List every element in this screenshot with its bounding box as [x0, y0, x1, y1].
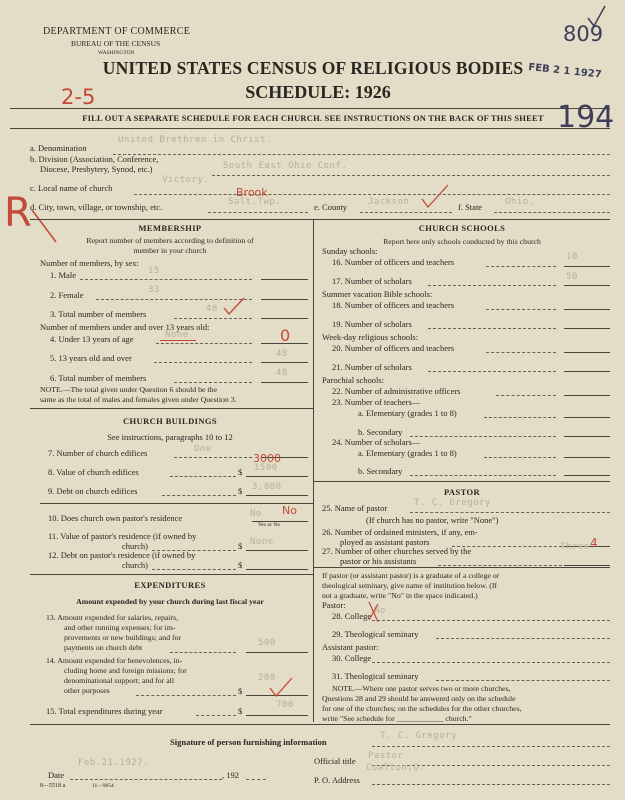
division-value: South East Ohio Conf.	[223, 161, 348, 171]
q8-value: 1500	[254, 463, 278, 473]
q1-value: 15	[148, 266, 160, 276]
location-name: WASHINGTON	[98, 50, 135, 56]
q12-dollar: $	[238, 560, 243, 570]
annotation-number-right: 194	[557, 100, 615, 135]
q13-line-3: provements or new buildings; and for	[64, 633, 182, 642]
q17-label: 17. Number of scholars	[332, 276, 412, 286]
official-title-label: Official title	[314, 756, 356, 766]
q4-label: 4. Under 13 years of age	[50, 334, 134, 344]
q9-dollar: $	[238, 486, 243, 496]
q24-label: 24. Number of scholars—	[332, 437, 421, 447]
signature-value: T. C. Gregory	[380, 731, 457, 741]
schools-heading: CHURCH SCHOOLS	[418, 223, 506, 233]
county-label: e. County	[314, 202, 348, 212]
q2-label: 2. Female	[50, 290, 84, 300]
county-value: Jackson	[368, 197, 410, 207]
q25-note: (If church has no pastor, write "None")	[366, 515, 499, 525]
q14-check-icon	[268, 676, 294, 698]
q11-value: None	[250, 537, 274, 547]
checkmark-icon	[585, 4, 607, 28]
q24b-label: b. Secondary	[358, 466, 403, 476]
date-year-label: , 192	[222, 770, 239, 780]
q13-line-4: payments on church debt	[64, 643, 143, 652]
pastor-name-value: T. C. Gregory	[414, 498, 491, 508]
parochial-schools-label: Parochial schools:	[322, 375, 385, 385]
q16-label: 16. Number of officers and teachers	[332, 257, 455, 267]
q15-value: 700	[276, 700, 294, 710]
q12-label: 12. Debt on pastor's residence (if owned by	[48, 550, 196, 560]
date-value: Feb.21.1927.	[78, 758, 150, 768]
q5-value: 48	[276, 349, 288, 359]
state-label: f. State	[458, 202, 483, 212]
city-value: Salt,Twp.	[228, 197, 282, 207]
q13-value: 500	[258, 638, 276, 648]
q10-label: 10. Does church own pastor's residence	[48, 513, 183, 523]
margin-check-icon	[30, 206, 60, 246]
date-label: Date	[48, 770, 65, 780]
membership-note-1: NOTE.—The total given under Question 6 should be the	[40, 385, 217, 394]
q24a-label: a. Elementary (grades 1 to 8)	[358, 448, 457, 458]
expenditures-sub: Amount expended by your church during last fiscal year	[76, 597, 264, 606]
q20-label: 20. Number of officers and teachers	[332, 343, 455, 353]
q8-hand-value: 3000	[253, 452, 281, 465]
membership-heading: MEMBERSHIP	[138, 223, 202, 233]
q28-value: No	[374, 606, 386, 616]
education-intro-2: theological seminary, give name of institution below. (If	[322, 581, 498, 590]
q23-label: 23. Number of teachers—	[332, 397, 421, 407]
q14-line-4: other purposes	[64, 686, 110, 695]
q6-value: 48	[276, 368, 288, 378]
q11-label: 11. Value of pastor's residence (if owned by	[48, 531, 197, 541]
q14-line-3: denominational support; and for all	[64, 676, 174, 685]
yes-or-no-hint: Yes or No	[258, 522, 281, 528]
membership-intro-1: Report number of members according to definition of	[86, 236, 254, 245]
division-label: b. Division (Association, Conference,	[30, 154, 159, 164]
q1-label: 1. Male	[50, 270, 76, 280]
q5-label: 5. 13 years old and over	[50, 353, 132, 363]
q7-label: 7. Number of church edifices	[48, 448, 148, 458]
city-correction: Brook	[236, 186, 268, 199]
q15-dollar: $	[238, 706, 243, 716]
q9-value: 3,000	[252, 482, 282, 492]
denomination-label: a. Denomination	[30, 143, 87, 153]
q13-line-1: 13. Amount expended for salaries, repairs,	[46, 613, 179, 622]
q3-check-icon	[222, 296, 246, 316]
q4-strike-icon	[160, 340, 196, 341]
q26-line-2: ployed as assistant pastors	[340, 537, 430, 547]
schools-sub: Report here only schools conducted by this church	[383, 237, 541, 246]
instruction-banner: FILL OUT A SEPARATE SCHEDULE FOR EACH CHURCH. SEE INSTRUCTIONS ON THE BACK OF THIS SHEET	[82, 113, 544, 123]
pastor-note-4: write "See schedule for ____________ church."	[322, 714, 472, 723]
print-number: 11—9054	[92, 783, 114, 789]
local-name-label: c. Local name of church	[30, 183, 113, 193]
q12-label-2: church)	[122, 560, 148, 570]
q22-label: 22. Number of administrative officers	[332, 386, 461, 396]
expenditures-heading: EXPENDITURES	[134, 580, 206, 590]
division-label-2: Diocese, Presbytery, Synod, etc.)	[40, 164, 153, 174]
q7-value: One	[194, 444, 212, 454]
q3-value: 48	[206, 304, 218, 314]
membership-intro-2: member in your church	[133, 246, 207, 255]
local-name-value: Victory.	[162, 175, 210, 185]
signature-label: Signature of person furnishing information	[170, 737, 327, 747]
q11-label-2: church)	[122, 541, 148, 551]
q14-line-1: 14. Amount expended for benevolences, in-	[46, 656, 183, 665]
q17-value: 50	[566, 272, 578, 282]
denomination-value: United Brethren in Christ.	[118, 135, 272, 145]
q25-label: 25. Name of pastor	[322, 503, 388, 513]
form-number: 8—5518 a	[40, 783, 66, 789]
q11-dollar: $	[238, 541, 243, 551]
q23a-label: a. Elementary (grades 1 to 8)	[358, 408, 457, 418]
q4-value: None	[165, 330, 189, 340]
q30-label: 30. College	[332, 653, 372, 663]
q2-value: 33	[148, 285, 160, 295]
weekday-schools-label: Week-day religious schools:	[322, 332, 419, 342]
bureau-name: BUREAU OF THE CENSUS	[71, 39, 161, 48]
buildings-sub: See instructions, paragraphs 10 to 12	[107, 432, 233, 442]
q9-label: 9. Debt on church edifices	[48, 486, 138, 496]
annotation-number-top: 809	[563, 22, 604, 46]
q14-value: 200	[258, 673, 276, 683]
address-label: P. O. Address	[314, 775, 360, 785]
age-intro-label: Number of members under and over 13 years old:	[40, 322, 210, 332]
summer-schools-label: Summer vacation Bible schools:	[322, 289, 433, 299]
assistant-subheading: Assistant pastor:	[322, 642, 379, 652]
pastor-note-2: Questions 28 and 29 should be answered only on the schedule	[322, 694, 516, 703]
pastor-subheading: Pastor:	[322, 600, 346, 610]
department-name: DEPARTMENT OF COMMERCE	[43, 26, 191, 37]
membership-note-2: same as the total of males and females given under Question 3.	[40, 395, 237, 404]
q29-label: 29. Theological seminary	[332, 629, 419, 639]
q18-label: 18. Number of officers and teachers	[332, 300, 455, 310]
q19-label: 19. Number of scholars	[332, 319, 412, 329]
q4-hand-value: 0	[280, 326, 291, 345]
city-label: d. City, town, village, or township, etc.	[30, 202, 163, 212]
margin-letter: R	[4, 190, 32, 236]
pastor-heading: PASTOR	[443, 487, 481, 497]
q27-value: Three	[560, 542, 590, 552]
q10-hand-value: No	[282, 504, 297, 517]
q10-value: No	[250, 509, 262, 519]
education-intro-3: not a graduate, write "No" in the space indicated.)	[322, 591, 478, 600]
q27-line-2: pastor or his assistants	[340, 556, 417, 566]
received-date-stamp: FEB 2 1 1927	[527, 62, 603, 81]
q14-dollar: $	[238, 686, 243, 696]
buildings-heading: CHURCH BUILDINGS	[122, 416, 218, 426]
q26-line-1: 26. Number of ordained ministers, if any, em-	[322, 527, 478, 537]
q28-mark-icon	[366, 600, 382, 624]
address-value: Coalton,O.	[366, 763, 426, 773]
page-title: UNITED STATES CENSUS OF RELIGIOUS BODIES	[102, 58, 524, 78]
q13-line-2: and other running expenses; for im-	[64, 623, 176, 632]
q14-line-2: cluding home and foreign missions; for	[64, 666, 187, 675]
pastor-note-1: NOTE.—Where one pastor serves two or more churches,	[332, 684, 511, 693]
q6-label: 6. Total number of members	[50, 373, 147, 383]
q27-line-1: 27. Number of other churches served by the	[322, 546, 472, 556]
pastor-note-3: for one of the churches; on the schedules for the other churches,	[322, 704, 522, 713]
q27-hand-value: 4	[590, 536, 598, 550]
q28-label: 28. College	[332, 611, 372, 621]
annotation-mark-left: 2-5	[61, 85, 96, 109]
q8-label: 8. Value of church edifices	[48, 467, 139, 477]
official-title-value: Pastor	[368, 751, 404, 761]
q21-label: 21. Number of scholars	[332, 362, 412, 372]
education-intro-1: If pastor (or assistant pastor) is a graduate of a college or	[322, 571, 500, 580]
q3-label: 3. Total number of members	[50, 309, 147, 319]
county-check-icon	[420, 183, 450, 209]
state-value: Ohio.	[505, 197, 535, 207]
q31-label: 31. Theological seminary	[332, 671, 419, 681]
page-subtitle: SCHEDULE: 1926	[245, 82, 391, 102]
q8-dollar: $	[238, 467, 243, 477]
sunday-schools-label: Sunday schools:	[322, 246, 378, 256]
q15-label: 15. Total expenditures during year	[46, 706, 163, 716]
members-by-sex-label: Number of members, by sex:	[40, 258, 139, 268]
q16-value: 10	[566, 252, 578, 262]
q23b-label: b. Secondary	[358, 427, 403, 437]
